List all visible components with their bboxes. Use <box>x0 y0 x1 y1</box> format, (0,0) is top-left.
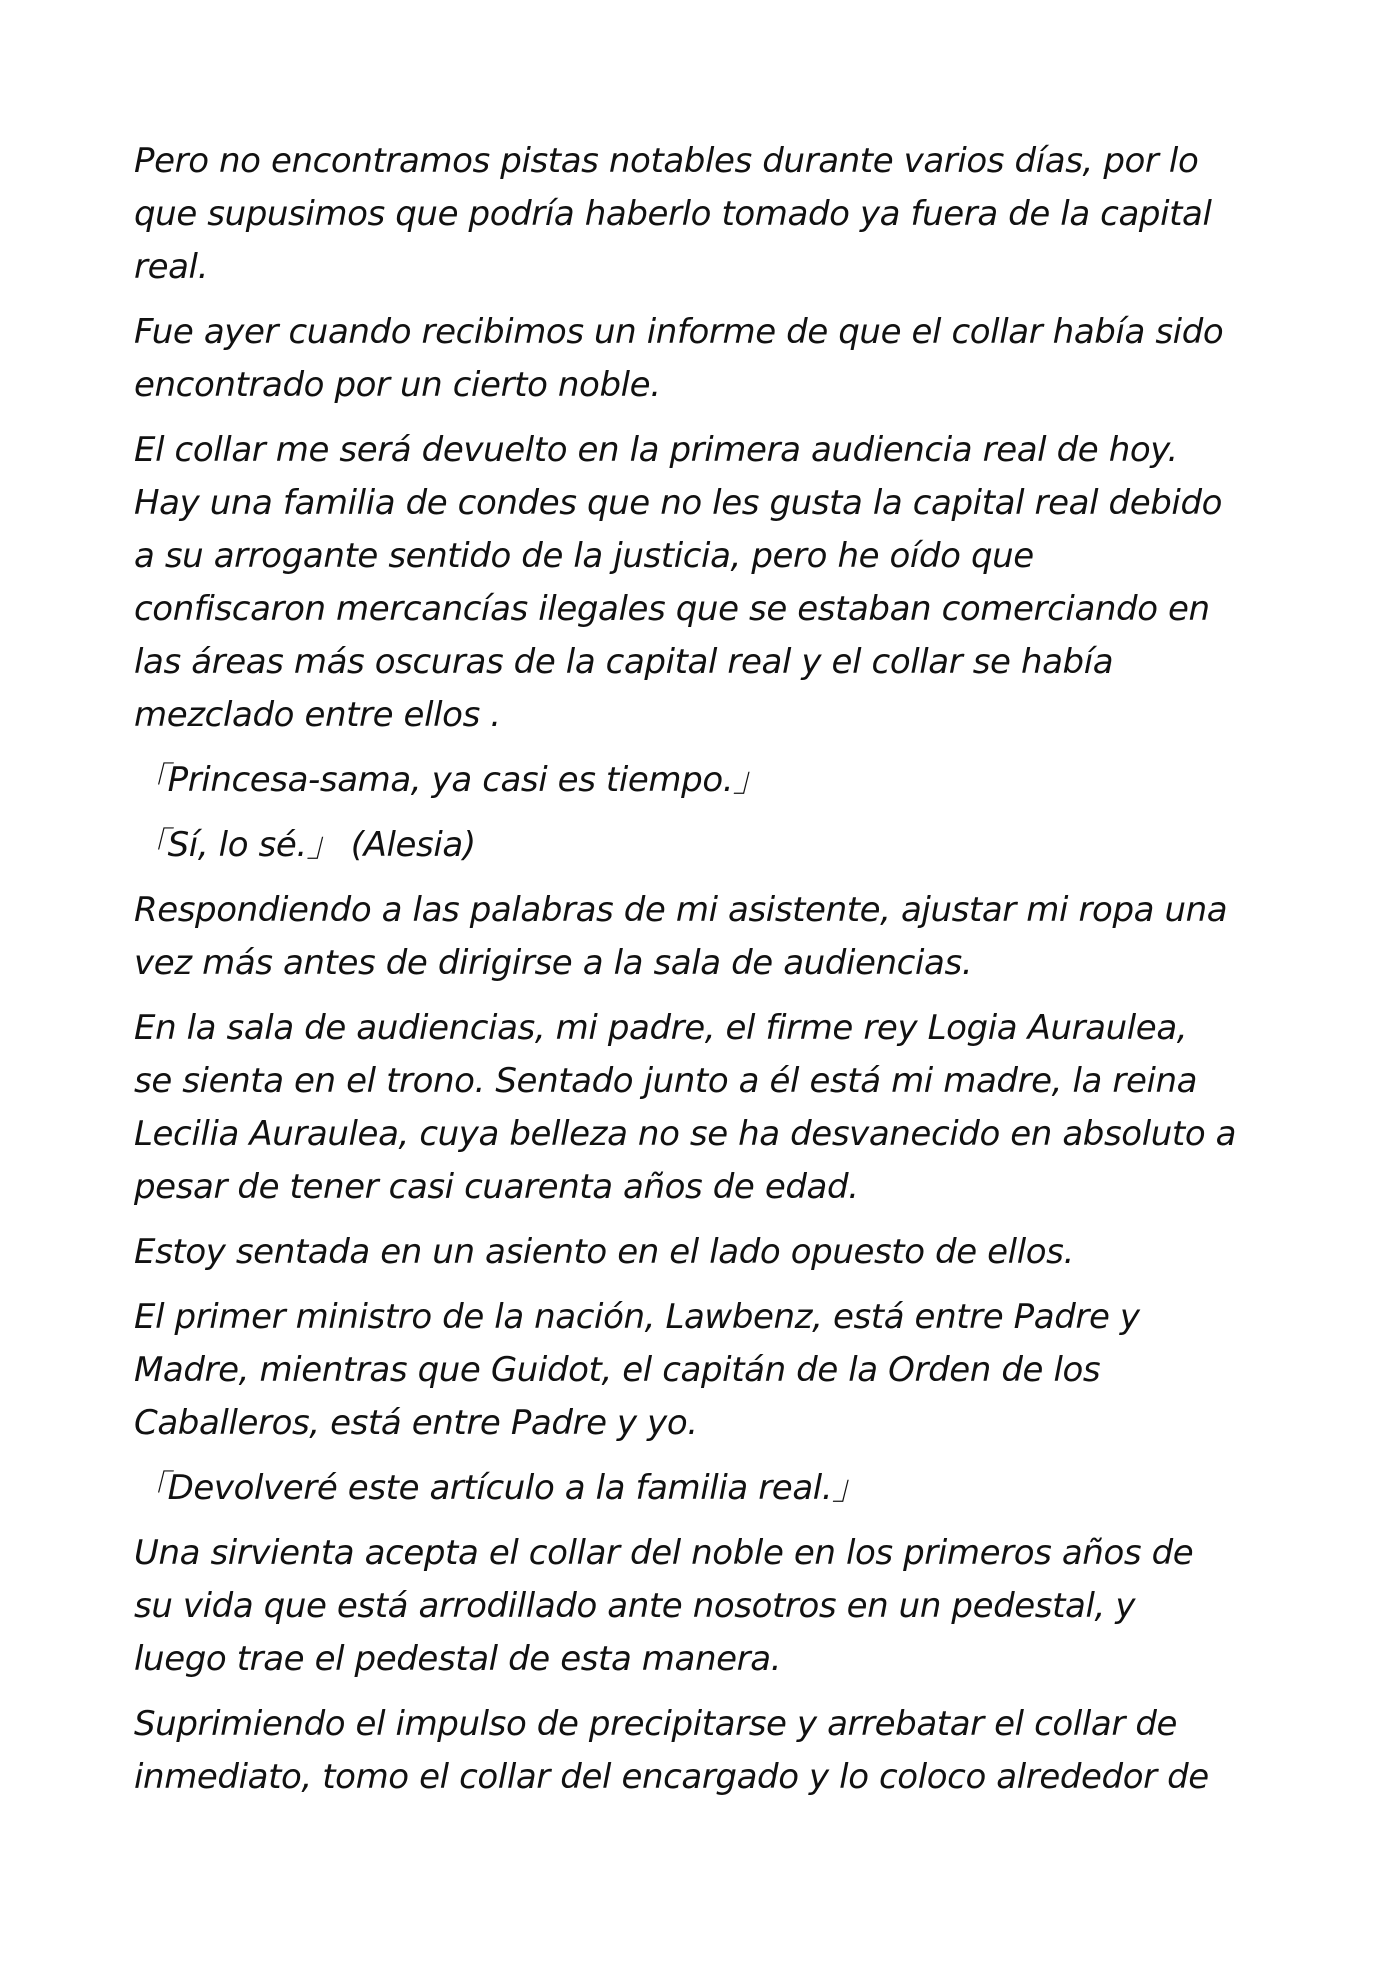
paragraph: Pero no encontramos pistas notables durante varios días, por lo que supusimos que podría haberlo tomado ya fuera de la capital real. <box>134 141 1212 287</box>
paragraph: Suprimiendo el impulso de precipitarse y arrebatar el collar de inmediato, tomo el collar del encargado y lo coloco alrededor de <box>134 1704 1209 1797</box>
paragraph: En la sala de audiencias, mi padre, el firme rey Logia Auraulea, se sienta en el trono. Sentado junto a él está mi madre, la reina Lecilia Auraulea, cuya belleza no se ha desvanecido en absoluto a pesar de tener casi cuarenta años de edad. <box>134 1008 1237 1207</box>
paragraph: El primer ministro de la nación, Lawbenz, está entre Padre y Madre, mientras que Guidot, el capitán de la Orden de los Caballeros, está entre Padre y yo. <box>134 1297 1140 1443</box>
paragraph: Estoy sentada en un asiento en el lado opuesto de ellos. <box>134 1232 1074 1272</box>
dialogue-line: 「Princesa-sama, ya casi es tiempo.」 <box>134 760 767 800</box>
dialogue-line: 「Sí, lo sé.」 (Alesia) <box>134 825 476 865</box>
paragraph: Respondiendo a las palabras de mi asistente, ajustar mi ropa una vez más antes de dirigirse a la sala de audiencias. <box>134 890 1228 983</box>
body-text <box>134 135 1284 1816</box>
dialogue-line: 「Devolveré este artículo a la familia real.」 <box>134 1468 866 1508</box>
paragraph: El collar me será devuelto en la primera audiencia real de hoy. Hay una familia de condes que no les gusta la capital real debido a su arrogante sentido de la justicia, pero he oído que confiscaron mercancías ilegales que se estaban comerciando en las áreas más oscuras de la capital real y el collar se había mezclado entre ellos . <box>134 430 1223 735</box>
paragraph: Una sirvienta acepta el collar del noble en los primeros años de su vida que está arrodillado ante nosotros en un pedestal, y luego trae el pedestal de esta manera. <box>134 1533 1194 1679</box>
paragraph: Fue ayer cuando recibimos un informe de que el collar había sido encontrado por un cierto noble. <box>134 312 1224 405</box>
